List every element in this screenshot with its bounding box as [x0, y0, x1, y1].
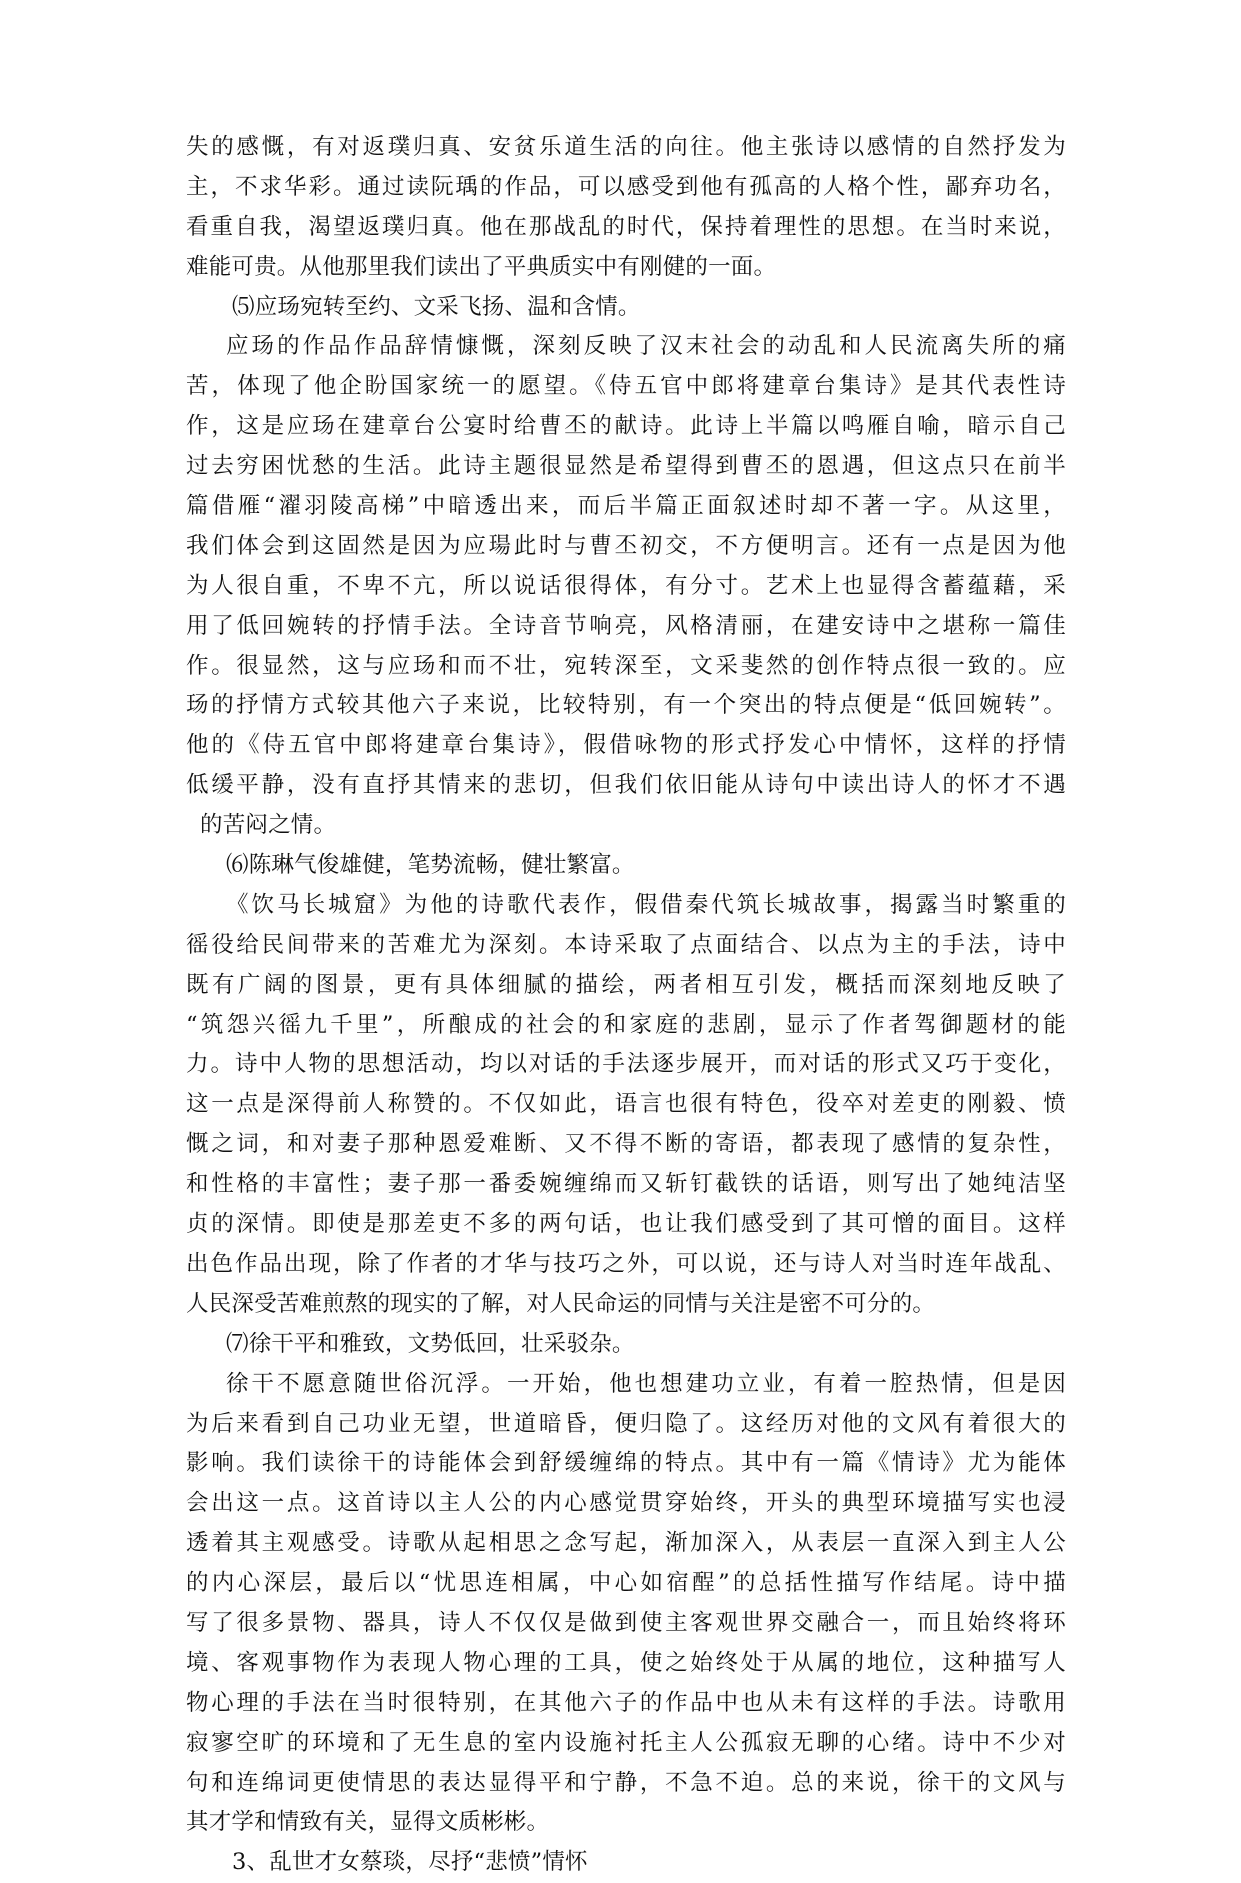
text-line: 为后来看到自己功业无望，世道暗昏，便归隐了。这经历对他的文风有着很大的	[186, 1410, 1066, 1437]
text-line: 贞的深情。即使是那差吏不多的两句话，也让我们感受到了其可憎的面目。这样	[186, 1211, 1066, 1238]
text-line: 看重自我，渴望返璞归真。他在那战乱的时代，保持着理性的思想。在当时来说，	[186, 213, 1066, 240]
document-page	[186, 128, 1066, 1883]
text-line: 的内心深层，最后以“忧思连相属，中心如宿酲”的总括性描写作结尾。诗中描	[186, 1570, 1066, 1597]
text-line: 写了很多景物、器具，诗人不仅仅是做到使主客观世界交融合一，而且始终将环	[186, 1609, 1066, 1636]
text-line: “筑怨兴徭九千里”，所酿成的社会的和家庭的悲剧，显示了作者驾御题材的能	[186, 1011, 1066, 1038]
text-line: 应玚的作品作品辞情慷慨，深刻反映了汉末社会的动乱和人民流离失所的痛	[226, 333, 1066, 360]
text-line: 的苦闷之情。	[200, 812, 337, 839]
text-line: 境、客观事物作为表现人物心理的工具，使之始终处于从属的地位，这种描写人	[186, 1649, 1066, 1676]
text-line: 主，不求华彩。通过读阮瑀的作品，可以感受到他有孤高的人格个性，鄙弃功名，	[186, 173, 1066, 200]
text-line: 失的感慨，有对返璞归真、安贫乐道生活的向往。他主张诗以感情的自然抒发为	[186, 134, 1066, 160]
text-line: 《饮马长城窟》为他的诗歌代表作，假借秦代筑长城故事，揭露当时繁重的	[226, 891, 1066, 918]
section-heading: ⑸应玚宛转至约、文采飞扬、温和含情。	[232, 293, 641, 320]
text-line: 既有广阔的图景，更有具体细腻的描绘，两者相互引发，概括而深刻地反映了	[186, 971, 1066, 998]
text-line: 低缓平静，没有直抒其情来的悲切，但我们依旧能从诗句中读出诗人的怀才不遇	[186, 772, 1066, 799]
text-line: 其才学和情致有关，显得文质彬彬。	[186, 1809, 550, 1836]
section-heading: ⑺徐干平和雅致，文势低回，壮采驳杂。	[226, 1330, 635, 1357]
text-line: 和性格的丰富性；妻子那一番委婉缠绵而又斩钉截铁的话语，则写出了她纯洁坚	[186, 1171, 1066, 1198]
text-line: 透着其主观感受。诗歌从起相思之念写起，渐加深入，从表层一直深入到主人公	[186, 1530, 1066, 1557]
text-line: 过去穷困忧愁的生活。此诗主题很显然是希望得到曹丕的恩遇，但这点只在前半	[186, 453, 1066, 480]
text-line: 这一点是深得前人称赞的。不仅如此，语言也很有特色，役卒对差吏的刚毅、愤	[186, 1091, 1066, 1118]
text-line: 慨之词，和对妻子那种恩爱难断、又不得不断的寄语，都表现了感情的复杂性，	[186, 1131, 1066, 1158]
text-line: 作，这是应玚在建章台公宴时给曹丕的献诗。此诗上半篇以鸣雁自喻，暗示自己	[186, 413, 1066, 440]
text-line: 会出这一点。这首诗以主人公的内心感觉贯穿始终，开头的典型环境描写实也浸	[186, 1490, 1066, 1517]
text-line: 玚的抒情方式较其他六子来说，比较特别，有一个突出的特点便是“低回婉转”。	[186, 692, 1066, 719]
text-line: 用了低回婉转的抒情手法。全诗音节响亮，风格清丽，在建安诗中之堪称一篇佳	[186, 612, 1066, 639]
text-line: 人民深受苦难煎熬的现实的了解，对人民命运的同情与关注是密不可分的。	[186, 1290, 936, 1317]
text-line: 寂寥空旷的环境和了无生息的室内设施衬托主人公孤寂无聊的心绪。诗中不少对	[186, 1729, 1066, 1756]
text-line: 他的《侍五官中郎将建章台集诗》，假借咏物的形式抒发心中情怀，这样的抒情	[186, 732, 1066, 759]
text-line: 篇借雁“濯羽陵高梯”中暗透出来，而后半篇正面叙述时却不著一字。从这里，	[186, 493, 1066, 520]
text-line: 出色作品出现，除了作者的才华与技巧之外，可以说，还与诗人对当时连年战乱、	[186, 1250, 1066, 1277]
text-line: 句和连绵词更使情思的表达显得平和宁静，不急不迫。总的来说，徐干的文风与	[186, 1769, 1066, 1796]
text-line: 难能可贵。从他那里我们读出了平典质实中有刚健的一面。	[186, 253, 777, 280]
text-line: 苦，体现了他企盼国家统一的愿望。《侍五官中郎将建章台集诗》是其代表性诗	[186, 373, 1066, 400]
text-line: 物心理的手法在当时很特别，在其他六子的作品中也从未有这样的手法。诗歌用	[186, 1689, 1066, 1716]
text-line: 徐干不愿意随世俗沉浮。一开始，他也想建功立业，有着一腔热情，但是因	[226, 1370, 1066, 1397]
text-line: 力。诗中人物的思想活动，均以对话的手法逐步展开，而对话的形式又巧于变化，	[186, 1051, 1066, 1078]
text-line: 为人很自重，不卑不亢，所以说话很得体，有分寸。艺术上也显得含蓄蕴藉，采	[186, 572, 1066, 599]
section-heading: 3、乱世才女蔡琰，尽抒“悲愤”情怀	[232, 1849, 588, 1876]
text-line: 徭役给民间带来的苦难尤为深刻。本诗采取了点面结合、以点为主的手法，诗中	[186, 931, 1066, 958]
text-line: 作。很显然，这与应玚和而不壮，宛转深至，文采斐然的创作特点很一致的。应	[186, 652, 1066, 679]
section-heading: ⑹陈琳气俊雄健，笔势流畅，健壮繁富。	[226, 852, 635, 879]
text-line: 影响。我们读徐干的诗能体会到舒缓缠绵的特点。其中有一篇《情诗》尤为能体	[186, 1450, 1066, 1477]
text-line: 我们体会到这固然是因为应瑒此时与曹丕初交，不方便明言。还有一点是因为他	[186, 532, 1066, 559]
